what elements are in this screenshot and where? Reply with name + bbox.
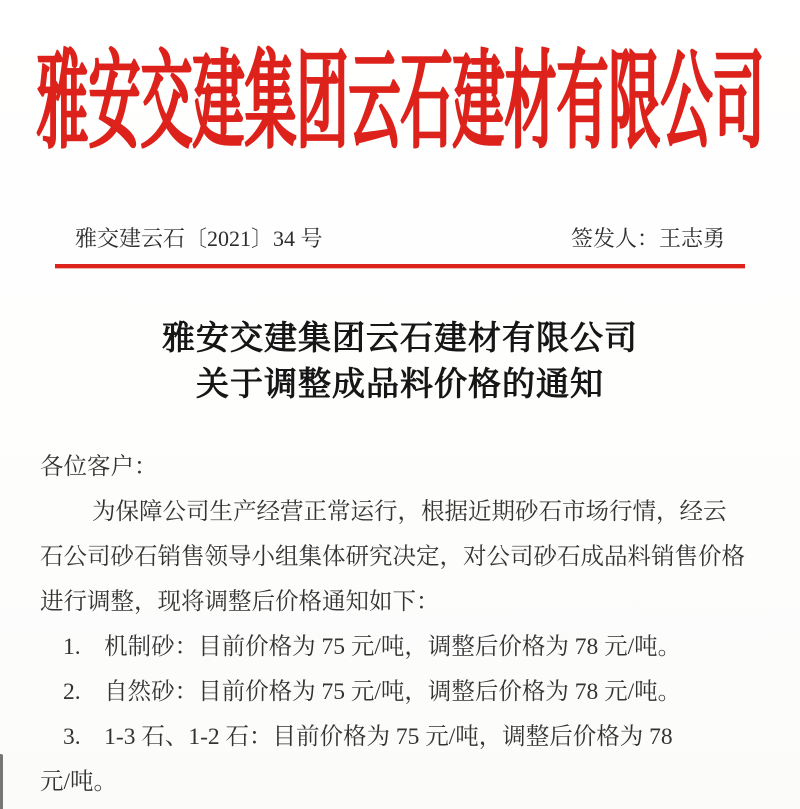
price-item-2: 2. 自然砂：目前价格为 75 元/吨，调整后价格为 78 元/吨。 bbox=[63, 679, 682, 705]
price-item-3-continuation: 元/吨。 bbox=[40, 769, 118, 795]
price-item-3: 3. 1-3 石、1-2 石：目前价格为 75 元/吨，调整后价格为 78 bbox=[63, 724, 673, 750]
doc-number: 雅交建云石〔2021〕34 号 bbox=[75, 226, 323, 251]
red-separator-line bbox=[55, 264, 745, 268]
doc-meta-row bbox=[75, 226, 725, 252]
paragraph-line-1: 为保障公司生产经营正常运行，根据近期砂石市场行情，经云 bbox=[92, 499, 727, 525]
notice-title bbox=[0, 316, 800, 408]
scan-edge-artifact bbox=[0, 754, 3, 809]
notice-title-line2: 关于调整成品料价格的通知 bbox=[196, 367, 604, 403]
salutation: 各位客户： bbox=[40, 454, 158, 480]
paragraph-line-3: 进行调整，现将调整后价格通知如下： bbox=[40, 589, 440, 615]
notice-title-line1: 雅安交建集团云石建材有限公司 bbox=[162, 321, 638, 357]
paragraph-line-2: 石公司砂石销售领导小组集体研究决定，对公司砂石成品料销售价格 bbox=[40, 544, 745, 570]
company-masthead bbox=[0, 46, 800, 164]
notice-body bbox=[40, 445, 748, 805]
issuer-name: 签发人：王志勇 bbox=[570, 226, 725, 251]
company-name: 雅安交建集团云石建材有限公司 bbox=[35, 45, 764, 163]
price-item-1: 1. 机制砂：目前价格为 75 元/吨，调整后价格为 78 元/吨。 bbox=[63, 634, 682, 660]
